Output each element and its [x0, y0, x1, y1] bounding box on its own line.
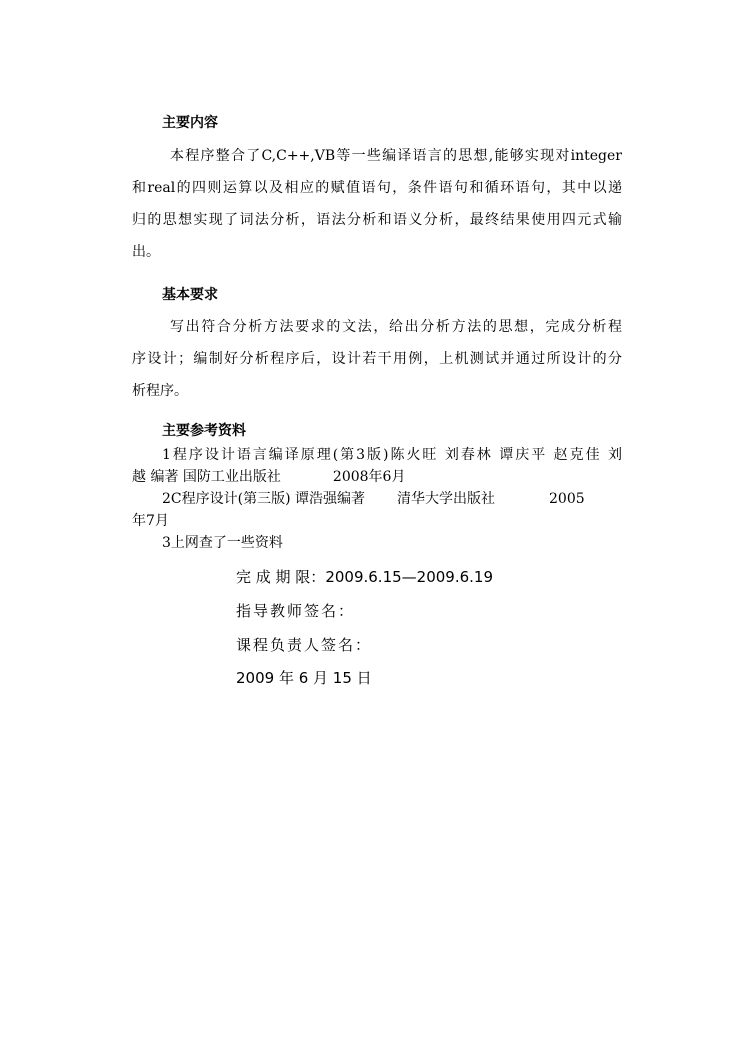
references-list: [132, 444, 622, 554]
reference-1-line-1: 1程序设计语言编译原理(第3版)陈火旺 刘春林 谭庆平 赵克佳 刘: [162, 447, 622, 463]
reference-2-line-2: 年7月: [132, 513, 169, 529]
basic-requirements-line-1: 写出符合分析方法要求的文法，给出分析方法的思想，完成分析程: [170, 319, 622, 335]
basic-requirements-line-2: 序设计；编制好分析程序后，设计若干用例，上机测试并通过所设计的分: [132, 351, 622, 367]
main-content-line-4: 出。: [132, 244, 160, 260]
basic-requirements-line-3: 析程序。: [132, 383, 188, 399]
reference-2-year: 2005: [549, 491, 585, 507]
course-head-signature-label: 课程负责人签名：: [236, 636, 373, 654]
reference-1-line-2: [132, 466, 622, 488]
basic-requirements-heading: 基本要求: [162, 287, 218, 303]
main-content-line-3: 归的思想实现了词法分析，语法分析和语义分析，最终结果使用四元式输: [132, 212, 622, 228]
reference-3: 3上网查了一些资料: [162, 535, 283, 551]
advisor-signature-label: 指导教师签名：: [236, 602, 356, 620]
basic-requirements-paragraph: [132, 311, 622, 407]
reference-1-publisher: 越 编著 国防工业出版社: [132, 469, 281, 485]
main-content-line-1: 本程序整合了C,C++,VB等一些编译语言的思想,能够实现对integer: [170, 148, 622, 164]
main-content-paragraph: [132, 140, 622, 268]
deadline-value: 2009.6.15—2009.6.19: [325, 568, 493, 586]
main-content-heading: 主要内容: [162, 115, 218, 131]
references-heading: 主要参考资料: [162, 423, 246, 439]
deadline-label: 完 成 期 限：: [236, 568, 326, 586]
reference-2-title: 2C程序设计(第三版) 谭浩强编著: [162, 491, 365, 507]
reference-2-publisher: 清华大学出版社: [397, 491, 495, 507]
signature-date: 2009 年 6 月 15 日: [236, 669, 372, 687]
deadline-line: [236, 567, 493, 587]
reference-1-date: 2008年6月: [332, 469, 406, 485]
reference-2-line-1: [132, 488, 622, 510]
main-content-line-2: 和real的四则运算以及相应的赋值语句，条件语句和循环语句，其中以递: [132, 180, 622, 196]
